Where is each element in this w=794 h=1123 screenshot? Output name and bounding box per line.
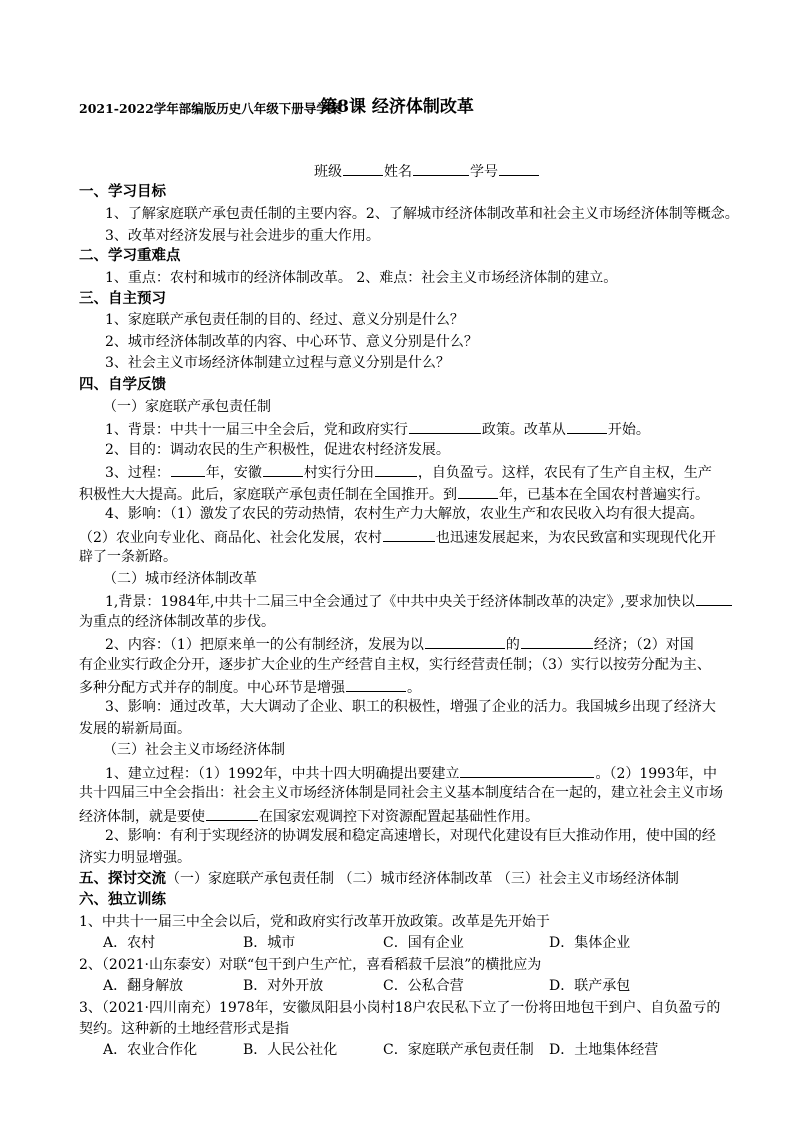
option-c[interactable]: C．国有企业 [383,935,464,951]
discussion-items: （一）家庭联产承包责任制 （二）城市经济体制改革 （三）社会主义市场经济体制 [166,871,679,887]
text: 。（2）1993年，中 [595,766,717,782]
key-points-line: 1、重点：农村和城市的经济体制改革。 2、难点：社会主义市场经济体制的建立。 [105,270,618,286]
text: 1,背景：1984年,中共十二届三中全会通过了《中共中央关于经济体制改革的决定》,要求加快以 [105,594,695,610]
option-b[interactable]: B．对外开放 [243,978,324,994]
urban-background-cont: 为重点的经济体制改革的步伐。 [79,614,275,630]
urban-impact-cont: 发展的崭新局面。 [79,721,191,737]
text: ，自负盈亏。这样，农民有了生产自主权，生产 [417,465,712,481]
fill-blank[interactable] [171,462,205,477]
text: 积极性大大提高。此后，家庭联产承包责任制在全国推开。到 [79,487,457,503]
fill-blank[interactable] [567,419,607,434]
text: 也迅速发展起来，为农民致富和实现现代化开 [435,530,716,546]
subheading-urban-reform: （二）城市经济体制改革 [103,571,257,587]
subheading-rural-reform: （一）家庭联产承包责任制 [103,399,271,415]
student-info-line [314,161,540,181]
name-label: 姓名 [384,164,412,180]
fill-blank[interactable] [458,484,498,499]
option-d[interactable]: D．联产承包 [549,978,631,994]
rural-impact-3: 辟了一条新路。 [79,549,177,565]
class-label: 班级 [314,164,342,180]
question-2: 2、（2021·山东泰安）对联“包干到户生产忙，喜看稻菽千层浪”的横批应为 [79,957,542,973]
fill-blank[interactable] [206,806,258,821]
rural-process-cont [79,484,709,504]
text: 的 [505,637,520,653]
number-label: 学号 [470,164,498,180]
section-heading-practice: 六、独立训练 [79,891,166,908]
rural-background [105,419,650,439]
text: 政策。改革从 [481,422,566,438]
question-1: 1、中共十一届三中全会以后，党和政府实行改革开放政策。改革是先开始于 [79,914,550,930]
header-line: 2021-2022学年部编版历史八年级下册导学案 [79,101,342,116]
fill-blank[interactable] [696,591,732,606]
text: 1、建立过程：（1）1992年，中共十四大明确提出要建立 [105,766,460,782]
goals-line-2: 3、改革对经济发展与社会进步的重大作用。 [105,228,380,244]
urban-content [105,634,694,654]
subheading-market-economy: （三）社会主义市场经济体制 [103,742,285,758]
section-heading-feedback: 四、自学反馈 [79,376,166,393]
text: 村实行分田 [303,465,374,481]
fill-blank[interactable] [383,527,435,542]
urban-content-3 [79,677,421,697]
urban-impact: 3、影响：通过改革，大大调动了企业、职工的积极性，增强了企业的活力。我国城乡出现了经济大 [105,699,716,715]
urban-background [105,591,733,611]
rural-process [105,462,712,482]
text: 3、过程： [105,465,170,481]
option-d[interactable]: D．土地集体经营 [549,1042,659,1058]
preview-q3: 3、社会主义市场经济体制建立过程与意义分别是什么？ [105,355,450,371]
section-heading-key-points: 二、学习重难点 [79,247,181,264]
section-heading-discussion: 五、探讨交流 [79,870,166,887]
class-blank[interactable] [343,161,383,176]
urban-content-2: 有企业实行政企分开，逐步扩大企业的生产经营自主权，实行经营责任制；（3）实行以按劳分配为主、 [79,657,711,673]
text: 2、内容：（1）把原来单一的公有制经济，发展为以 [105,637,424,653]
question-3-cont: 契约。这种新的土地经营形式是指 [79,1021,289,1037]
option-c[interactable]: C．家庭联产承包责任制 [383,1042,534,1058]
number-blank[interactable] [499,161,539,176]
text: 开始。 [607,422,650,438]
fill-blank[interactable] [425,634,505,649]
option-a[interactable]: A．翻身解放 [103,978,184,994]
option-c[interactable]: C．公私合营 [383,978,464,994]
text: 在国家宏观调控下对资源配置起基础性作用。 [259,809,539,825]
fill-blank[interactable] [346,677,406,692]
discussion-line [79,870,679,888]
market-impact: 2、影响：有利于实现经济的协调发展和稳定高速增长，对现代化建设有巨大推动作用，使中国的经 [105,828,716,844]
lesson-title: 第8课 经济体制改革 [320,97,474,117]
fill-blank[interactable] [409,419,481,434]
text: 1、背景：中共十一届三中全会后，党和政府实行 [105,422,408,438]
fill-blank[interactable] [375,462,417,477]
text: 年，安徽 [205,465,262,481]
option-a[interactable]: A．农业合作化 [103,1042,198,1058]
goals-line-1: 1、了解家庭联产承包责任制的主要内容。2、了解城市经济体制改革和社会主义市场经济体制等概念。 [105,206,739,222]
section-heading-preview: 三、自主预习 [79,290,166,307]
rural-purpose: 2、目的：调动农民的生产积极性，促进农村经济发展。 [105,442,450,458]
fill-blank[interactable] [263,462,303,477]
option-d[interactable]: D．集体企业 [549,935,631,951]
rural-impact: 4、影响：（1）激发了农民的劳动热情，农村生产力大解放，农业生产和农民收入均有很大提高。 [105,506,704,522]
text: 经济；（2）对国 [593,637,694,653]
option-b[interactable]: B．城市 [243,935,296,951]
market-process-2: 共十四届三中全会指出：社会主义市场经济体制是同社会主义基本制度结合在一起的，建立社会主义市场 [79,785,723,801]
option-b[interactable]: B．人民公社化 [243,1042,338,1058]
market-process-3 [79,806,539,826]
rural-impact-2 [79,527,716,547]
preview-q2: 2、城市经济体制改革的内容、中心环节、意义分别是什么？ [105,334,478,350]
market-process [105,763,717,783]
text: 经济体制，就是要使 [79,809,205,825]
text: 多种分配方式并存的制度。中心环节是增强 [79,680,345,696]
market-impact-cont: 济实力明显增强。 [79,850,191,866]
text: 年，已基本在全国农村普遍实行。 [499,487,709,503]
text: 。 [407,680,421,696]
question-3: 3、（2021·四川南充）1978年，安徽凤阳县小岗村18户农民私下立了一份将田地包干到户、自负盈亏的 [79,1000,721,1016]
fill-blank[interactable] [460,763,594,778]
preview-q1: 1、家庭联产承包责任制的目的、经过、意义分别是什么？ [105,312,464,328]
section-heading-goals: 一、学习目标 [79,183,166,200]
text: （2）农业向专业化、商品化、社会化发展，农村 [79,530,382,546]
option-a[interactable]: A．农村 [103,935,156,951]
fill-blank[interactable] [521,634,593,649]
name-blank[interactable] [413,161,469,176]
